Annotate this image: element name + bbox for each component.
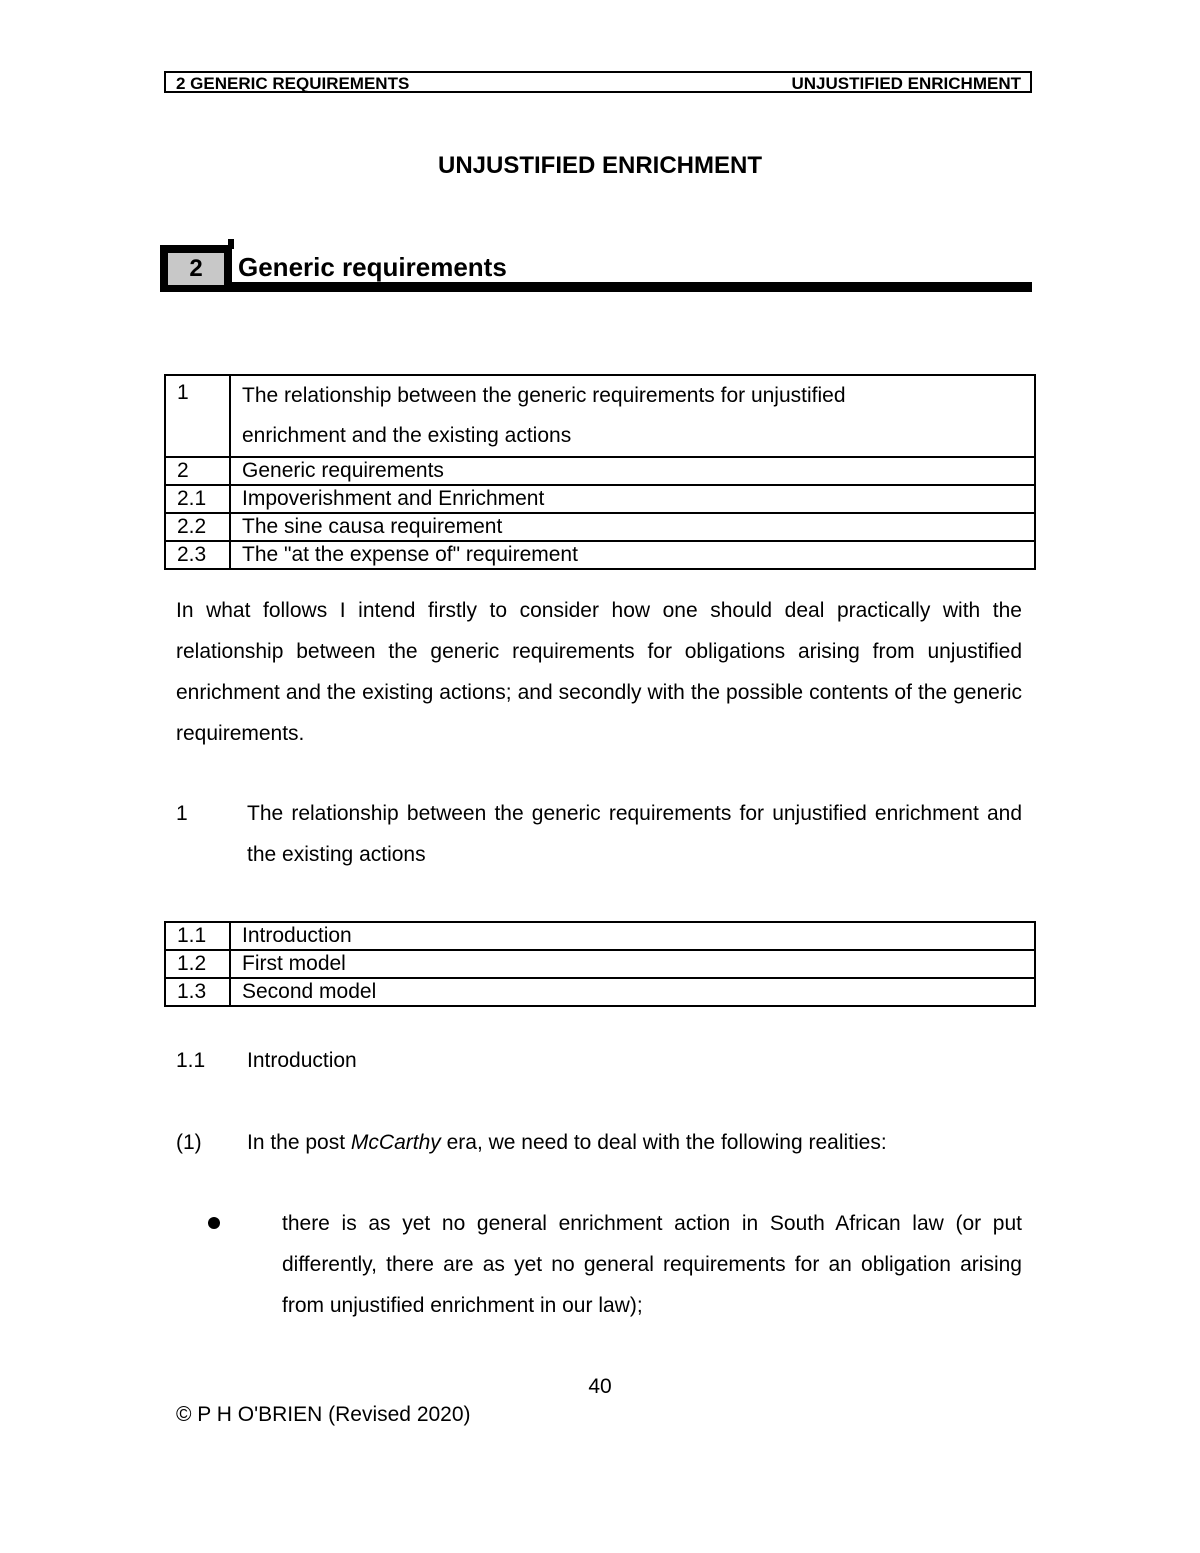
row-title: Introduction bbox=[230, 922, 1035, 950]
row-number: 1 bbox=[165, 375, 230, 457]
point-number: (1) bbox=[176, 1131, 202, 1154]
section-heading: The relationship between the generic requirements for unjustified enrichment and the existing actions bbox=[247, 802, 1022, 866]
row-title: First model bbox=[230, 950, 1035, 978]
subsection-heading: Introduction bbox=[247, 1049, 357, 1072]
row-title: Second model bbox=[230, 978, 1035, 1006]
contents-table-section bbox=[164, 921, 1036, 1007]
row-number: 2.2 bbox=[165, 513, 230, 541]
bullet-icon bbox=[208, 1217, 220, 1229]
table-row bbox=[165, 922, 1035, 950]
document-title: UNJUSTIFIED ENRICHMENT bbox=[437, 152, 762, 179]
row-title: The relationship between the generic requirements for unjustified enrichment and the existing actions bbox=[230, 375, 1035, 457]
row-number: 2.3 bbox=[165, 541, 230, 569]
chapter-box-notch bbox=[228, 239, 234, 249]
point-text-suffix: era, we need to deal with the following realities: bbox=[440, 1131, 887, 1154]
row-title: The sine causa requirement bbox=[230, 513, 1035, 541]
subsection-number: 1.1 bbox=[176, 1049, 206, 1072]
table-row bbox=[165, 513, 1035, 541]
bullet-text: there is as yet no general enrichment action in South African law (or put differently, there are as yet no general requirements for an obligation arising from unjustified enrichment in our law); bbox=[282, 1212, 1022, 1317]
row-number: 1.3 bbox=[165, 978, 230, 1006]
table-row bbox=[165, 978, 1035, 1006]
running-header bbox=[164, 71, 1032, 93]
row-number: 1.2 bbox=[165, 950, 230, 978]
table-row bbox=[165, 375, 1035, 457]
running-header-left: 2 GENERIC REQUIREMENTS bbox=[176, 74, 410, 93]
copyright: © P H O'BRIEN (Revised 2020) bbox=[176, 1403, 471, 1426]
row-title: Generic requirements bbox=[230, 457, 1035, 485]
table-row bbox=[165, 541, 1035, 569]
case-name: McCarthy bbox=[350, 1131, 441, 1154]
row-title: Impoverishment and Enrichment bbox=[230, 485, 1035, 513]
table-row bbox=[165, 950, 1035, 978]
intro-paragraph: In what follows I intend firstly to consider how one should deal practically with the relationship between the generic requirements for obligations arising from unjustified enrichment and the existing actions; and secondly with the possible contents of the generic requirements. bbox=[176, 599, 1022, 745]
contents-table-chapter bbox=[164, 374, 1036, 570]
table-row bbox=[165, 457, 1035, 485]
row-number: 2 bbox=[165, 457, 230, 485]
chapter-underline bbox=[160, 282, 1032, 292]
row-title: The "at the expense of" requirement bbox=[230, 541, 1035, 569]
chapter-number: 2 bbox=[168, 253, 224, 285]
chapter-title: Generic requirements bbox=[238, 252, 507, 282]
row-number: 2.1 bbox=[165, 485, 230, 513]
page-number: 40 bbox=[588, 1375, 612, 1398]
table-row bbox=[165, 485, 1035, 513]
running-header-right: UNJUSTIFIED ENRICHMENT bbox=[791, 74, 1021, 93]
section-number: 1 bbox=[176, 802, 188, 825]
row-number: 1.1 bbox=[165, 922, 230, 950]
point-text-prefix: In the post bbox=[247, 1131, 351, 1154]
point-text bbox=[247, 1131, 887, 1155]
